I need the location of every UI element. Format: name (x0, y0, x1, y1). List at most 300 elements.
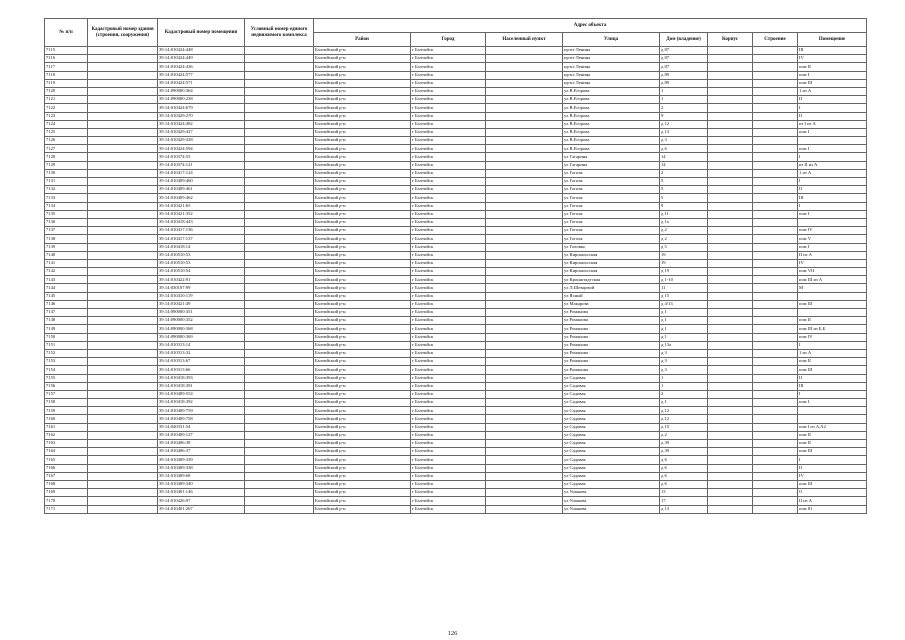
street-cell: ул Романова (563, 309, 660, 317)
cad-building-cell (88, 284, 158, 292)
cad-room-cell: 39:14:010418:443 (158, 218, 245, 226)
house-cell: 1 (660, 87, 708, 95)
korpus-cell (708, 374, 753, 382)
stroenie-cell (753, 202, 798, 210)
stroenie-cell (753, 480, 798, 488)
room-cell: IV (798, 259, 867, 267)
settlement-cell (486, 341, 563, 349)
col-header-address-group: Адрес объекта (314, 19, 867, 33)
cond-complex-cell (245, 104, 314, 112)
stroenie-cell (753, 382, 798, 390)
stroenie-cell (753, 210, 798, 218)
korpus-cell (708, 268, 753, 276)
cad-building-cell (88, 104, 158, 112)
room-cell: из II из А (798, 161, 867, 169)
street-cell: ул Ушакова (563, 497, 660, 505)
cad-building-cell (88, 71, 158, 79)
cad-room-cell: 39:14:010313:32 (158, 349, 245, 357)
table-row (45, 55, 867, 63)
district-cell: Балтийский р-н (314, 317, 411, 325)
city-cell: г Балтийск (411, 202, 486, 210)
house-cell: 19 (660, 251, 708, 259)
district-cell: Балтийский р-н (314, 112, 411, 120)
settlement-cell (486, 423, 563, 431)
room-cell: I (798, 153, 867, 161)
cond-complex-cell (245, 210, 314, 218)
row-num: 7122 (45, 104, 88, 112)
cad-building-cell (88, 128, 158, 136)
stroenie-cell (753, 243, 798, 251)
row-num: 7168 (45, 480, 88, 488)
cond-complex-cell (245, 276, 314, 284)
room-cell: пом III (798, 300, 867, 308)
city-cell: г Балтийск (411, 464, 486, 472)
district-cell: Балтийский р-н (314, 87, 411, 95)
cond-complex-cell (245, 325, 314, 333)
table-row (45, 464, 867, 472)
city-cell: г Балтийск (411, 489, 486, 497)
cad-room-cell: 39:14:010406:37 (158, 448, 245, 456)
settlement-cell (486, 169, 563, 177)
house-cell: д 5 (660, 243, 708, 251)
table-row (45, 366, 867, 374)
settlement-cell (486, 202, 563, 210)
row-num: 7159 (45, 407, 88, 415)
stroenie-cell (753, 399, 798, 407)
street-cell: ул Садовая (563, 423, 660, 431)
house-cell: д 39 (660, 440, 708, 448)
city-cell: г Балтийск (411, 235, 486, 243)
stroenie-cell (753, 448, 798, 456)
settlement-cell (486, 112, 563, 120)
row-num: 7144 (45, 284, 88, 292)
cad-building-cell (88, 505, 158, 513)
house-cell: д 6 (660, 472, 708, 480)
korpus-cell (708, 227, 753, 235)
settlement-cell (486, 47, 563, 55)
settlement-cell (486, 276, 563, 284)
district-cell: Балтийский р-н (314, 210, 411, 218)
stroenie-cell (753, 284, 798, 292)
city-cell: г Балтийск (411, 300, 486, 308)
stroenie-cell (753, 235, 798, 243)
stroenie-cell (753, 268, 798, 276)
settlement-cell (486, 366, 563, 374)
room-cell: II (798, 186, 867, 194)
cond-complex-cell (245, 292, 314, 300)
room-cell: III (798, 382, 867, 390)
korpus-cell (708, 194, 753, 202)
row-num: 7141 (45, 259, 88, 267)
row-num: 7132 (45, 186, 88, 194)
cad-room-cell: 39:14:010409:461 (158, 186, 245, 194)
cad-building-cell (88, 431, 158, 439)
row-num: 7117 (45, 63, 88, 71)
room-cell: 1 из А (798, 349, 867, 357)
stroenie-cell (753, 112, 798, 120)
cad-room-cell: 39:14:030107:99 (158, 284, 245, 292)
cad-room-cell: 39:14:090000:364 (158, 87, 245, 95)
korpus-cell (708, 96, 753, 104)
cad-building-cell (88, 390, 158, 398)
street-cell: ул Садовая (563, 456, 660, 464)
row-num: 7133 (45, 194, 88, 202)
korpus-cell (708, 202, 753, 210)
cad-building-cell (88, 464, 158, 472)
cad-building-cell (88, 497, 158, 505)
room-cell (798, 292, 867, 300)
table-row (45, 472, 867, 480)
korpus-cell (708, 112, 753, 120)
cond-complex-cell (245, 431, 314, 439)
cond-complex-cell (245, 128, 314, 136)
district-cell: Балтийский р-н (314, 259, 411, 267)
room-cell: I (798, 178, 867, 186)
cad-room-cell: 39:14:010374:55 (158, 153, 245, 161)
row-num: 7128 (45, 153, 88, 161)
row-num: 7131 (45, 178, 88, 186)
settlement-cell (486, 456, 563, 464)
settlement-cell (486, 317, 563, 325)
district-cell: Балтийский р-н (314, 497, 411, 505)
house-cell: д 89 (660, 79, 708, 87)
cad-room-cell: 39:14:010409:339 (158, 456, 245, 464)
cad-room-cell: 39:14:090000:352 (158, 317, 245, 325)
settlement-cell (486, 440, 563, 448)
city-cell: г Балтийск (411, 137, 486, 145)
cond-complex-cell (245, 309, 314, 317)
cond-complex-cell (245, 87, 314, 95)
district-cell: Балтийский р-н (314, 464, 411, 472)
room-cell: пом III (798, 480, 867, 488)
table-row (45, 399, 867, 407)
house-cell: 2 (660, 390, 708, 398)
house-cell: д 87 (660, 55, 708, 63)
district-cell: Балтийский р-н (314, 137, 411, 145)
cad-room-cell: 39:14:010424:571 (158, 79, 245, 87)
table-row (45, 227, 867, 235)
korpus-cell (708, 431, 753, 439)
cond-complex-cell (245, 153, 314, 161)
stroenie-cell (753, 161, 798, 169)
house-cell: д 87 (660, 63, 708, 71)
street-cell: ул Гоголя (563, 210, 660, 218)
settlement-cell (486, 300, 563, 308)
stroenie-cell (753, 292, 798, 300)
city-cell: г Балтийск (411, 317, 486, 325)
stroenie-cell (753, 251, 798, 259)
street-cell: ул Романова (563, 358, 660, 366)
house-cell: 5 (660, 186, 708, 194)
cad-room-cell: 39:14:010429:427 (158, 128, 245, 136)
room-cell: пом III (798, 79, 867, 87)
street-cell: пр-кт Ленина (563, 79, 660, 87)
korpus-cell (708, 63, 753, 71)
room-cell: пом I из А,А2 (798, 423, 867, 431)
city-cell: г Балтийск (411, 349, 486, 357)
row-num: 7127 (45, 145, 88, 153)
district-cell: Балтийский р-н (314, 251, 411, 259)
district-cell: Балтийский р-н (314, 472, 411, 480)
city-cell: г Балтийск (411, 153, 486, 161)
table-row (45, 448, 867, 456)
city-cell: г Балтийск (411, 218, 486, 226)
settlement-cell (486, 292, 563, 300)
cad-building-cell (88, 333, 158, 341)
cad-building-cell (88, 137, 158, 145)
cond-complex-cell (245, 505, 314, 513)
house-cell: д 13 (660, 128, 708, 136)
street-cell: ул Гоголя (563, 169, 660, 177)
stroenie-cell (753, 96, 798, 104)
cond-complex-cell (245, 489, 314, 497)
stroenie-cell (753, 341, 798, 349)
cad-building-cell (88, 358, 158, 366)
korpus-cell (708, 243, 753, 251)
cad-room-cell: 39:14:090000:368 (158, 325, 245, 333)
table-row (45, 218, 867, 226)
district-cell: Балтийский р-н (314, 243, 411, 251)
row-num: 7171 (45, 505, 88, 513)
row-num: 7151 (45, 341, 88, 349)
street-cell: ул Гоголя (563, 218, 660, 226)
cad-room-cell: 39:14:010424:577 (158, 71, 245, 79)
house-cell: д 2 (660, 431, 708, 439)
stroenie-cell (753, 169, 798, 177)
korpus-cell (708, 276, 753, 284)
korpus-cell (708, 284, 753, 292)
room-cell: IV (798, 55, 867, 63)
city-cell: г Балтийск (411, 382, 486, 390)
settlement-cell (486, 497, 563, 505)
cad-room-cell: 39:14:010409:460 (158, 178, 245, 186)
cad-building-cell (88, 235, 158, 243)
korpus-cell (708, 382, 753, 390)
stroenie-cell (753, 317, 798, 325)
table-row (45, 390, 867, 398)
cad-room-cell: 39:14:010424:679 (158, 104, 245, 112)
cad-building-cell (88, 440, 158, 448)
korpus-cell (708, 128, 753, 136)
cad-room-cell: 39:14:090000:369 (158, 333, 245, 341)
row-num: 7125 (45, 128, 88, 136)
korpus-cell (708, 497, 753, 505)
city-cell: г Балтийск (411, 186, 486, 194)
cad-building-cell (88, 472, 158, 480)
room-cell: пом II (798, 431, 867, 439)
city-cell: г Балтийск (411, 55, 486, 63)
stroenie-cell (753, 456, 798, 464)
settlement-cell (486, 489, 563, 497)
cond-complex-cell (245, 366, 314, 374)
cad-room-cell: 39:14:010418:391 (158, 382, 245, 390)
cad-building-cell (88, 268, 158, 276)
cond-complex-cell (245, 497, 314, 505)
street-cell: ул Ушакова (563, 489, 660, 497)
cond-complex-cell (245, 251, 314, 259)
city-cell: г Балтийск (411, 440, 486, 448)
settlement-cell (486, 194, 563, 202)
room-cell: II (798, 112, 867, 120)
cond-complex-cell (245, 202, 314, 210)
district-cell: Балтийский р-н (314, 71, 411, 79)
table-row (45, 128, 867, 136)
cad-room-cell: 39:14:010418:393 (158, 374, 245, 382)
room-cell: пом III из А (798, 276, 867, 284)
room-cell: О (798, 489, 867, 497)
korpus-cell (708, 415, 753, 423)
city-cell: г Балтийск (411, 341, 486, 349)
cad-building-cell (88, 210, 158, 218)
row-num: 7157 (45, 390, 88, 398)
street-cell: ул Макарова (563, 300, 660, 308)
settlement-cell (486, 382, 563, 390)
city-cell: г Балтийск (411, 497, 486, 505)
cond-complex-cell (245, 63, 314, 71)
cad-building-cell (88, 243, 158, 251)
cad-building-cell (88, 341, 158, 349)
city-cell: г Балтийск (411, 96, 486, 104)
city-cell: г Балтийск (411, 128, 486, 136)
korpus-cell (708, 505, 753, 513)
col-header-house: Дом (владение) (660, 33, 708, 47)
table-row (45, 374, 867, 382)
house-cell: 2 (660, 169, 708, 177)
cad-room-cell: 39:14:010410:119 (158, 292, 245, 300)
room-cell: пом I (798, 399, 867, 407)
cad-room-cell: 39:14:010424:594 (158, 145, 245, 153)
korpus-cell (708, 464, 753, 472)
row-num: 7134 (45, 202, 88, 210)
district-cell: Балтийский р-н (314, 55, 411, 63)
settlement-cell (486, 128, 563, 136)
street-cell: ул Гагарина (563, 153, 660, 161)
cond-complex-cell (245, 472, 314, 480)
district-cell: Балтийский р-н (314, 292, 411, 300)
house-cell: 17 (660, 497, 708, 505)
cad-building-cell (88, 317, 158, 325)
district-cell: Балтийский р-н (314, 128, 411, 136)
street-cell: ул Ясный (563, 292, 660, 300)
city-cell: г Балтийск (411, 366, 486, 374)
city-cell: г Балтийск (411, 161, 486, 169)
city-cell: г Балтийск (411, 480, 486, 488)
room-cell: пом III (798, 366, 867, 374)
settlement-cell (486, 87, 563, 95)
street-cell: ул Романова (563, 349, 660, 357)
cad-building-cell (88, 47, 158, 55)
row-num: 7119 (45, 79, 88, 87)
district-cell: Балтийский р-н (314, 325, 411, 333)
cad-building-cell (88, 489, 158, 497)
settlement-cell (486, 210, 563, 218)
table-row (45, 489, 867, 497)
house-cell: д 1-10 (660, 276, 708, 284)
city-cell: г Балтийск (411, 505, 486, 513)
cad-building-cell (88, 325, 158, 333)
korpus-cell (708, 169, 753, 177)
stroenie-cell (753, 423, 798, 431)
district-cell: Балтийский р-н (314, 79, 411, 87)
row-num: 7137 (45, 227, 88, 235)
street-cell: ул Л.Шевцовой (563, 284, 660, 292)
city-cell: г Балтийск (411, 243, 486, 251)
street-cell: пр-кт Ленина (563, 47, 660, 55)
table-row (45, 96, 867, 104)
cad-room-cell: 39:14:010313:67 (158, 358, 245, 366)
cad-building-cell (88, 63, 158, 71)
table-row (45, 47, 867, 55)
house-cell: д 1 (660, 399, 708, 407)
cad-room-cell: 39:14:010409:340 (158, 480, 245, 488)
korpus-cell (708, 104, 753, 112)
stroenie-cell (753, 440, 798, 448)
district-cell: Балтийский р-н (314, 333, 411, 341)
cond-complex-cell (245, 120, 314, 128)
row-num: 7124 (45, 120, 88, 128)
district-cell: Балтийский р-н (314, 349, 411, 357)
room-cell: пом II (798, 63, 867, 71)
table-row (45, 480, 867, 488)
col-header-num: № п/п (45, 19, 88, 47)
cond-complex-cell (245, 178, 314, 186)
stroenie-cell (753, 366, 798, 374)
street-cell: ул Романова (563, 325, 660, 333)
cad-building-cell (88, 276, 158, 284)
cond-complex-cell (245, 415, 314, 423)
row-num: 7155 (45, 374, 88, 382)
cad-building-cell (88, 423, 158, 431)
stroenie-cell (753, 63, 798, 71)
cond-complex-cell (245, 243, 314, 251)
korpus-cell (708, 71, 753, 79)
house-cell: д 6 (660, 456, 708, 464)
settlement-cell (486, 505, 563, 513)
cad-building-cell (88, 218, 158, 226)
district-cell: Балтийский р-н (314, 104, 411, 112)
cad-building-cell (88, 480, 158, 488)
korpus-cell (708, 292, 753, 300)
room-cell: IV (798, 472, 867, 480)
stroenie-cell (753, 259, 798, 267)
cad-room-cell: 39:14:010424:482 (158, 120, 245, 128)
cad-room-cell: 39:14:010401:146 (158, 489, 245, 497)
house-cell: 13 (660, 489, 708, 497)
city-cell: г Балтийск (411, 309, 486, 317)
room-cell: пом I (798, 210, 867, 218)
cond-complex-cell (245, 456, 314, 464)
table-row (45, 317, 867, 325)
cond-complex-cell (245, 71, 314, 79)
street-cell: ул Садовая (563, 480, 660, 488)
street-cell: пр-кт Ленина (563, 71, 660, 79)
street-cell: пр-кт Ленина (563, 55, 660, 63)
korpus-cell (708, 137, 753, 145)
cad-room-cell: 39:14:010429:270 (158, 112, 245, 120)
col-header-settlement: Населенный пункт (486, 33, 563, 47)
house-cell: д 1 (660, 333, 708, 341)
cond-complex-cell (245, 300, 314, 308)
cad-room-cell: 39:14:010424:448 (158, 47, 245, 55)
city-cell: г Балтийск (411, 112, 486, 120)
street-cell: ул Гоголя (563, 178, 660, 186)
city-cell: г Балтийск (411, 169, 486, 177)
district-cell: Балтийский р-н (314, 415, 411, 423)
house-cell: д 12 (660, 120, 708, 128)
room-cell: пом III из Б,Б (798, 325, 867, 333)
col-header-room: Помещение (798, 33, 867, 47)
cond-complex-cell (245, 227, 314, 235)
